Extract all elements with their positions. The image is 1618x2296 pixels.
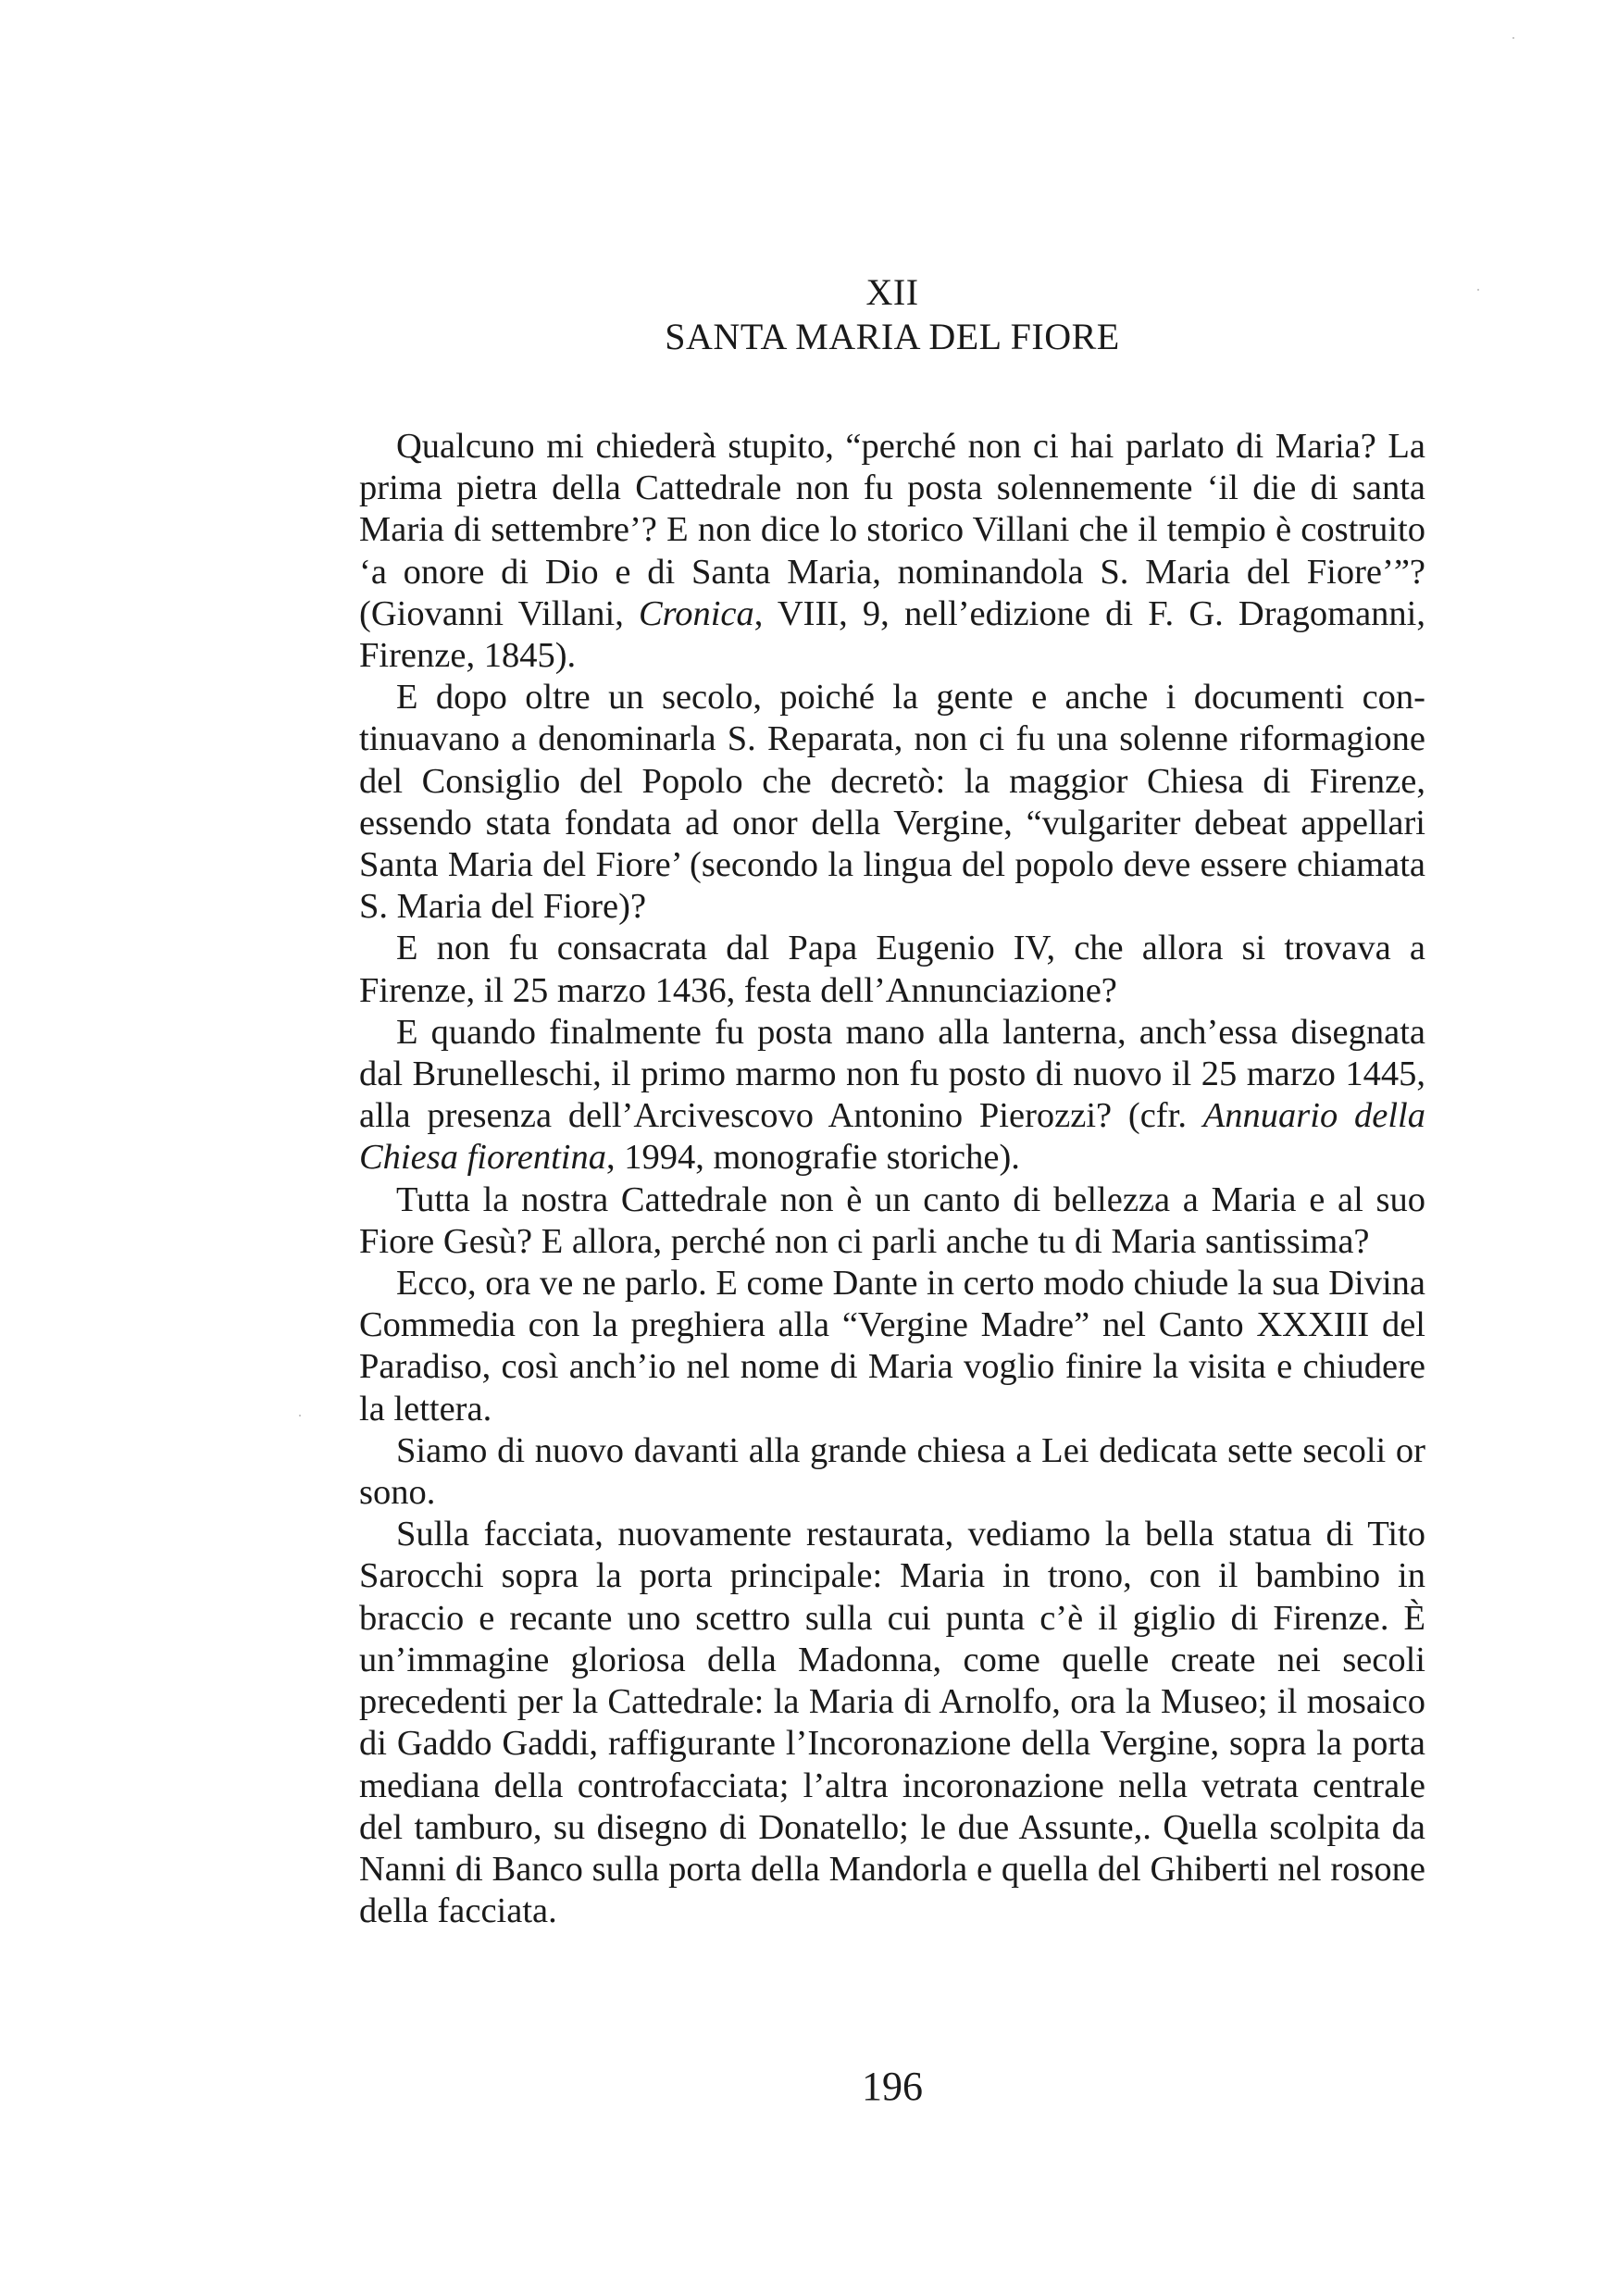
paragraph-text: Ecco, ora ve ne parlo. E come Dante in certo modo chiude la sua Divina Commedia con la preghiera alla “Vergine Madre” nel Canto XXXIII del Paradiso, così anch’io nel nome di Maria voglio finire la visita e chiudere la lettera. xyxy=(359,1264,1425,1429)
paragraph xyxy=(359,1012,1425,1179)
paragraph xyxy=(359,677,1425,928)
scan-speck xyxy=(299,1415,301,1416)
paragraph xyxy=(359,928,1425,1011)
paragraph-text: E dopo oltre un secolo, poiché la gente e anche i documenti continuavano a denominarla S. Reparata, non ci fu una solenne riformagione del Consiglio del Popolo che decretò: la maggior Chiesa di Firenze, essendo stata fondata ad onor della Vergine, “vulgariter debeat appellari Santa Maria del Fiore’ (secondo la lingua del popolo deve essere chiamata S. Maria del Fiore)? xyxy=(359,678,1425,927)
chapter-title: SANTA MARIA DEL FIORE xyxy=(665,316,1120,357)
paragraph xyxy=(359,1514,1425,1932)
body-text xyxy=(359,426,1425,1932)
italic-title: Cronica xyxy=(638,593,754,633)
paragraph-text: Tutta la nostra Cattedrale non è un canto di bellezza a Maria e al suo Fiore Gesù? E allora, perché non ci parli anche tu di Maria santissima? xyxy=(359,1179,1425,1261)
paragraph xyxy=(359,1430,1425,1514)
paragraph-text: Siamo di nuovo davanti alla grande chiesa a Lei dedicata sette secoli or sono. xyxy=(359,1430,1425,1513)
paragraph-text: E non fu consacrata dal Papa Eugenio IV, che allora si trovava a Firenze, il 25 marzo 1436, festa dell’Annunciazione? xyxy=(359,929,1425,1010)
scan-speck xyxy=(1512,37,1514,39)
chapter-number: XII xyxy=(865,271,919,313)
chapter-heading xyxy=(359,270,1425,359)
paragraph-text: E quando finalmente fu posta mano alla lanterna, anch’essa disegnata dal Brunelleschi, il primo marmo non fu posto di nuovo il 25 marzo 1445, alla presenza dell’Arcivescovo Antonino Pierozzi? (cfr. xyxy=(359,1012,1425,1136)
paragraph-text: , 1994, monografie storiche). xyxy=(606,1138,1020,1178)
paragraph xyxy=(359,1179,1425,1263)
paragraph xyxy=(359,426,1425,677)
page-number: 196 xyxy=(862,2064,923,2109)
paragraph-text: Sulla facciata, nuovamente restaurata, vediamo la bella statua di Tito Sarocchi sopra la porta principale: Maria in trono, con il bambino in braccio e recante uno scettro sulla cui punta c’è il giglio di Firenze. È un’immagine gloriosa della Madonna, come quelle create nei secoli precedenti per la Cattedrale: la Maria di Arnolfo, ora la Museo; il mosaico di Gaddo Gaddi, raffigurante l’Incoronazione della Vergine, sopra la porta mediana della controfacciata; l’altra incoronazione nella vetrata centrale del tamburo, su disegno di Donatello; le due Assunte,. Quella scolpita da Nanni di Banco sulla porta della Mandorla e quella del Ghiberti nel rosone della facciata. xyxy=(359,1515,1425,1931)
paragraph-text: , VIII, 9, nell’edizione di F. G. Dragomanni, Firenze, 1845). xyxy=(359,593,1425,676)
paragraph-text: Qualcuno mi chiederà stupito, “perché non ci hai parlato di Maria? La prima pietra della Cattedrale non fu posta solennemente ‘il die di santa Maria di settembre’? E non dice lo storico Villani che il tempio è costruito ‘a onore di Dio e di Santa Maria, nominandola S. Maria del Fiore’”? (Giovanni Villani, xyxy=(359,427,1425,633)
italic-title: Annuario della Chiesa fiorentina xyxy=(359,1096,1425,1178)
paragraph xyxy=(359,1263,1425,1430)
scan-speck xyxy=(1477,289,1479,291)
